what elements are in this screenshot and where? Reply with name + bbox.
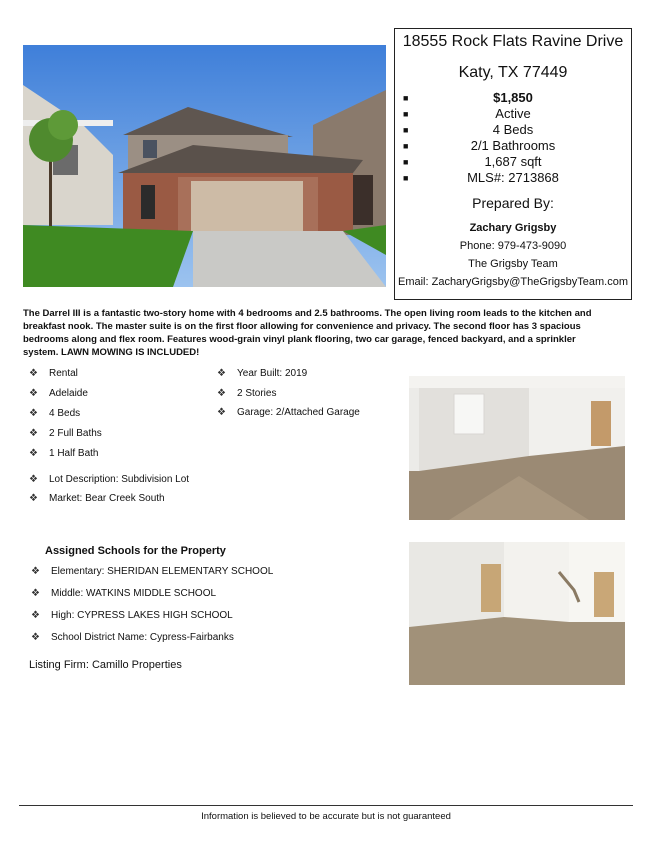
diamond-cluster-icon: ❖ xyxy=(29,448,38,459)
school-elementary: ❖ Elementary: SHERIDAN ELEMENTARY SCHOOL xyxy=(31,566,274,577)
property-summary-box xyxy=(394,28,632,300)
square-bullet-icon: ■ xyxy=(403,109,409,119)
feature-lot: ❖ Lot Description: Subdivision Lot xyxy=(29,474,190,485)
diamond-cluster-icon: ❖ xyxy=(29,474,38,485)
fact-baths: ■ 2/1 Bathrooms xyxy=(403,138,556,153)
feature-right-2: ❖ Garage: 2/Attached Garage xyxy=(217,407,360,418)
house-photo xyxy=(23,45,386,287)
diamond-cluster-icon: ❖ xyxy=(29,368,38,379)
fact-status: ■ Active xyxy=(403,106,531,121)
feature-right-1: ❖ 2 Stories xyxy=(217,388,277,399)
prepared-by-label: Prepared By: xyxy=(472,195,554,211)
square-bullet-icon: ■ xyxy=(403,141,409,151)
diamond-cluster-icon: ❖ xyxy=(31,588,40,599)
agent-name: Zachary Grigsby xyxy=(469,222,557,234)
facts-list xyxy=(395,90,631,186)
fact-sqft: ■ 1,687 sqft xyxy=(403,154,542,169)
square-bullet-icon: ■ xyxy=(403,173,409,183)
diamond-cluster-icon: ❖ xyxy=(31,610,40,621)
school-high: ❖ High: CYPRESS LAKES HIGH SCHOOL xyxy=(31,610,233,621)
feature-left-4: ❖ 1 Half Bath xyxy=(29,448,99,459)
school-district: ❖ School District Name: Cypress-Fairbanks xyxy=(31,632,234,643)
property-description: The Darrel III is a fantastic two-story home with 4 bedrooms and 2.5 bathrooms. The open living room leads to the kitchen and breakfast nook. The master suite is on the first floor allowing for convenience and privacy. The second floor has 3 spacious bedrooms along and flex room. Features wood-grain vinyl plank flooring, two car garage, fenced backyard, and a sprinkler system. LAWN MOWING IS INCLUDED! xyxy=(23,308,592,358)
feature-left-1: ❖ Adelaide xyxy=(29,388,88,399)
feature-right-0: ❖ Year Built: 2019 xyxy=(217,368,308,379)
square-bullet-icon: ■ xyxy=(403,93,409,103)
square-bullet-icon: ■ xyxy=(403,157,409,167)
square-bullet-icon: ■ xyxy=(403,125,409,135)
school-middle: ❖ Middle: WATKINS MIDDLE SCHOOL xyxy=(31,588,217,599)
street-address: 18555 Rock Flats Ravine Drive xyxy=(402,33,624,50)
footer-divider xyxy=(19,805,633,806)
feature-left-2: ❖ 4 Beds xyxy=(29,408,81,419)
diamond-cluster-icon: ❖ xyxy=(217,388,226,399)
diamond-cluster-icon: ❖ xyxy=(217,407,226,418)
disclaimer: Information is believed to be accurate but is not guaranteed xyxy=(201,811,451,822)
city-state-zip: Katy, TX 77449 xyxy=(458,64,568,81)
schools-title: Assigned Schools for the Property xyxy=(45,545,226,557)
diamond-cluster-icon: ❖ xyxy=(29,493,38,504)
diamond-cluster-icon: ❖ xyxy=(31,566,40,577)
fact-beds: ■ 4 Beds xyxy=(403,122,534,137)
feature-market: ❖ Market: Bear Creek South xyxy=(29,493,165,504)
feature-left-3: ❖ 2 Full Baths xyxy=(29,428,102,439)
diamond-cluster-icon: ❖ xyxy=(31,632,40,643)
agent-team: The Grigsby Team xyxy=(468,258,558,270)
fact-mls: ■ MLS#: 2713868 xyxy=(403,170,559,185)
agent-phone: Phone: 979-473-9090 xyxy=(459,240,567,252)
agent-email[interactable]: Email: ZacharyGrigsby@TheGrigsbyTeam.com xyxy=(397,276,628,288)
fact-price: ■ $1,850 xyxy=(403,90,533,105)
interior-photo-1 xyxy=(409,376,625,520)
listing-firm: Listing Firm: Camillo Properties xyxy=(29,659,182,671)
diamond-cluster-icon: ❖ xyxy=(217,368,226,379)
diamond-cluster-icon: ❖ xyxy=(29,408,38,419)
interior-photo-2 xyxy=(409,542,625,685)
feature-left-0: ❖ Rental xyxy=(29,368,78,379)
diamond-cluster-icon: ❖ xyxy=(29,388,38,399)
diamond-cluster-icon: ❖ xyxy=(29,428,38,439)
